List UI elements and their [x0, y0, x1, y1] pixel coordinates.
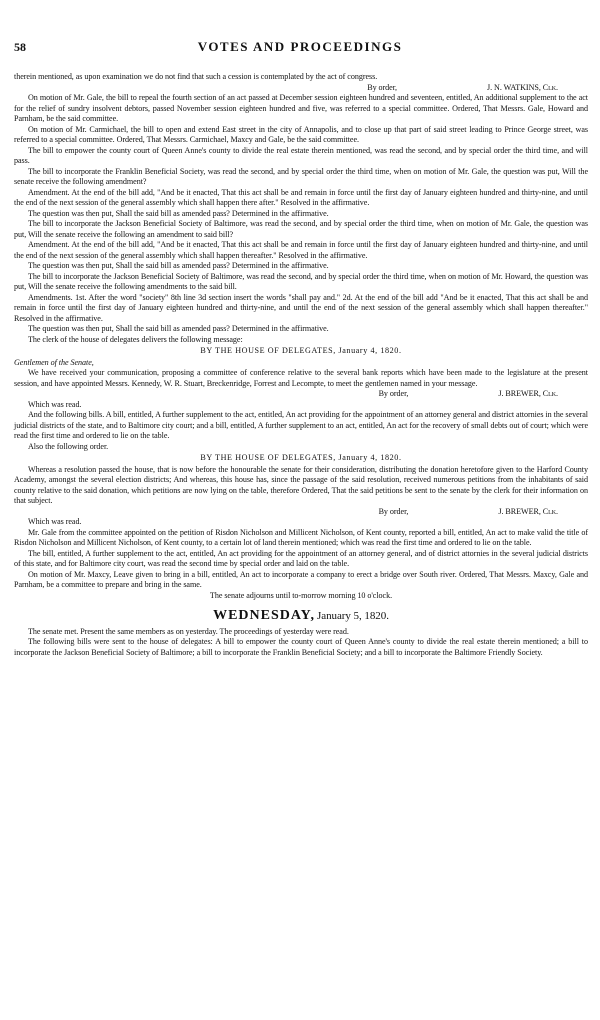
paragraph: Whereas a resolution passed the house, that is now before the honourable the senate for their consideration, distributing the donation heretofore given to the Harford County Academy, amongst the several election districts; And whereas, this house has, since the passage of the said resolution, received numerous petitions from the inhabitants of said county relative to the said donation, which petitions are now lying on the table, therefore Ordered, That the said petitions be sent to the senate by the clerk for their information on that subject. — [14, 464, 588, 505]
paragraph: The question was then put, Shall the said bill as amended pass? Determined in the affirmative. — [28, 208, 329, 218]
message-heading: BY THE HOUSE OF DELEGATES, January 4, 1820. — [200, 346, 402, 355]
message-heading: BY THE HOUSE OF DELEGATES, January 4, 1820. — [200, 453, 402, 462]
paragraph: The bill, entitled, A further supplement to the act, entitled, An act providing for the appointment of an attorney general, and of district attornies in the several judicial districts of this state, and for Baltimore city court, was read the second time by special order and laid on the table. — [14, 548, 588, 568]
clerk-signature: J. N. WATKINS, Clk. — [487, 82, 558, 92]
clerk-signature: J. BREWER, Clk. — [498, 389, 558, 398]
signature-line — [14, 83, 588, 94]
paragraph: We have received your communication, proposing a committee of conference relative to the several bank reports which have been made to the legislature at the present session, and have appointed Messrs. Kennedy, W. R. Stuart, Breckenridge, Forrest and Lecompte, to meet the gentlemen named in your message. — [14, 368, 588, 388]
paragraph: On motion of Mr. Carmichael, the bill to open and extend East street in the city of Annapolis, and to close up that part of said street leading to Prince George street, was referred to a special committee. Ordered, That Messrs. Carmichael, Maxcy and Gale, be the said committee. — [14, 124, 588, 144]
paragraph: Amendment. At the end of the bill add, "And be it enacted, That this act shall be and remain in force until the first day of January eighteen hundred and thirty-nine, and until the end of the next session of the general assembly which shall happen there after." Resolved in the affirmative. — [14, 187, 588, 207]
day-name: WEDNESDAY, — [213, 608, 316, 623]
paragraph: Which was read. — [28, 517, 82, 526]
day-heading — [14, 608, 588, 623]
paragraph: Amendment. At the end of the bill add, "And be it enacted, That this act shall be and remain in force until the first day of January eighteen hundred and thirty-nine, and until the end of the next session of the general assembly which shall happen thereafter." Resolved in the affirmative. — [14, 240, 588, 260]
running-head: VOTES AND PROCEEDINGS — [197, 39, 403, 54]
page-number: 58 — [14, 40, 26, 54]
paragraph: On motion of Mr. Gale, the bill to repeal the fourth section of an act passed at December session eighteen hundred and seventeen, entitled, An additional supplement to the act for the relief of sundry insolvent debtors, passed November session eighteen hundred and five, was referred to a special committee. Ordered, That Messrs. Gale, Howard and Parnham, be the said committee. — [14, 93, 588, 123]
clerk-signature: J. BREWER, Clk. — [498, 506, 558, 516]
by-order-text: By order, — [378, 506, 409, 516]
paragraph: The senate met. Present the same members as on yesterday. The proceedings of yesterday were read. — [28, 626, 349, 636]
paragraph: Which was read. — [28, 399, 82, 409]
paragraph: The clerk of the house of delegates delivers the following message: — [28, 334, 243, 344]
signature-line — [14, 507, 588, 518]
adjournment-line: The senate adjourns until to-morrow morning 10 o'clock. — [209, 590, 393, 600]
paragraph: The bill to incorporate the Jackson Beneficial Society of Baltimore, was read the second, and by special order the third time, when on motion of Mr. Howard, the question was put, Will the senate receive the following amendments to the said bill. — [14, 271, 588, 291]
paragraph: The following bills were sent to the house of delegates: A bill to empower the county court of Queen Anne's county to divide the real estate therein mentioned; a bill to incorporate the Jackson Beneficial Society of Baltimore; a bill to incorporate the Franklin Beneficial Society; and a bill to incorporate the Baltimore Friendly Society. — [14, 637, 588, 657]
paragraph: The question was then put, Shall the said bill as amended pass? Determined in the affirmative. — [28, 324, 329, 333]
paragraph: The bill to incorporate the Franklin Beneficial Society, was read the second, and by special order the third time, when on motion of Mr. Gale, the question was put, Will the senate receive the following amendment? — [14, 166, 588, 186]
paragraph: Mr. Gale from the committee appointed on the petition of Risdon Nicholson and Millicent Nicholson, of Kent county, reported a bill, entitled, An act to make valid the title of Risdon Nicholson and Millicent Nicholson, of Kent county, to a certain lot of land therein mentioned; which was read the first time and ordered to lie on the table. — [14, 527, 588, 547]
day-date: January 5, 1820. — [317, 610, 389, 622]
by-order-text: By order, — [378, 389, 409, 398]
paragraph: The bill to empower the county court of Queen Anne's county to divide the real estate therein mentioned, was read the second, and by special order the third time, and will pass. — [14, 145, 588, 165]
paragraph: The bill to incorporate the Jackson Beneficial Society of Baltimore, was read the second, and by special order the third time, when on motion of Mr. Gale, the question was put, Will the senate receive the following an amendment to said bill? — [14, 219, 588, 239]
paragraph: On motion of Mr. Maxcy, Leave given to bring in a bill, entitled, An act to incorporate a company to erect a bridge over South river. Ordered, That Messrs. Maxcy, Gale and Parnham, be a committee to prepare and bring in the same. — [14, 569, 588, 589]
paragraph: The question was then put, Shall the said bill as amended pass? Determined in the affirmative. — [28, 261, 329, 270]
by-order-text: By order, — [367, 82, 398, 92]
signature-line — [14, 389, 588, 400]
paragraph: therein mentioned, as upon examination we do not find that such a cession is contemplated by the act of congress. — [14, 72, 378, 81]
body-text — [14, 72, 588, 658]
salutation: Gentlemen of the Senate, — [14, 357, 94, 367]
paragraph: Also the following order. — [28, 441, 109, 451]
paragraph: Amendments. 1st. After the word "society" 8th line 3d section insert the words "shall pay and." 2d. At the end of the bill add "And be it enacted, That this act shall be and remain in force until the first day of January eighteen hundred and thirty-nine, and until the end of the next session of the general assembly which shall happen thereafter." Resolved in the affirmative. — [14, 292, 588, 323]
paragraph: And the following bills. A bill, entitled, A further supplement to the act, entitled, An act providing for the appointment of an attorney general and district attornies in the several judicial districts of the state, and to Baltimore city court; and a bill, entitled, A further supplement to an act, entitled, An act for the recovery of small debts out of court; which were read the first time and ordered to lie on the table. — [14, 410, 588, 440]
